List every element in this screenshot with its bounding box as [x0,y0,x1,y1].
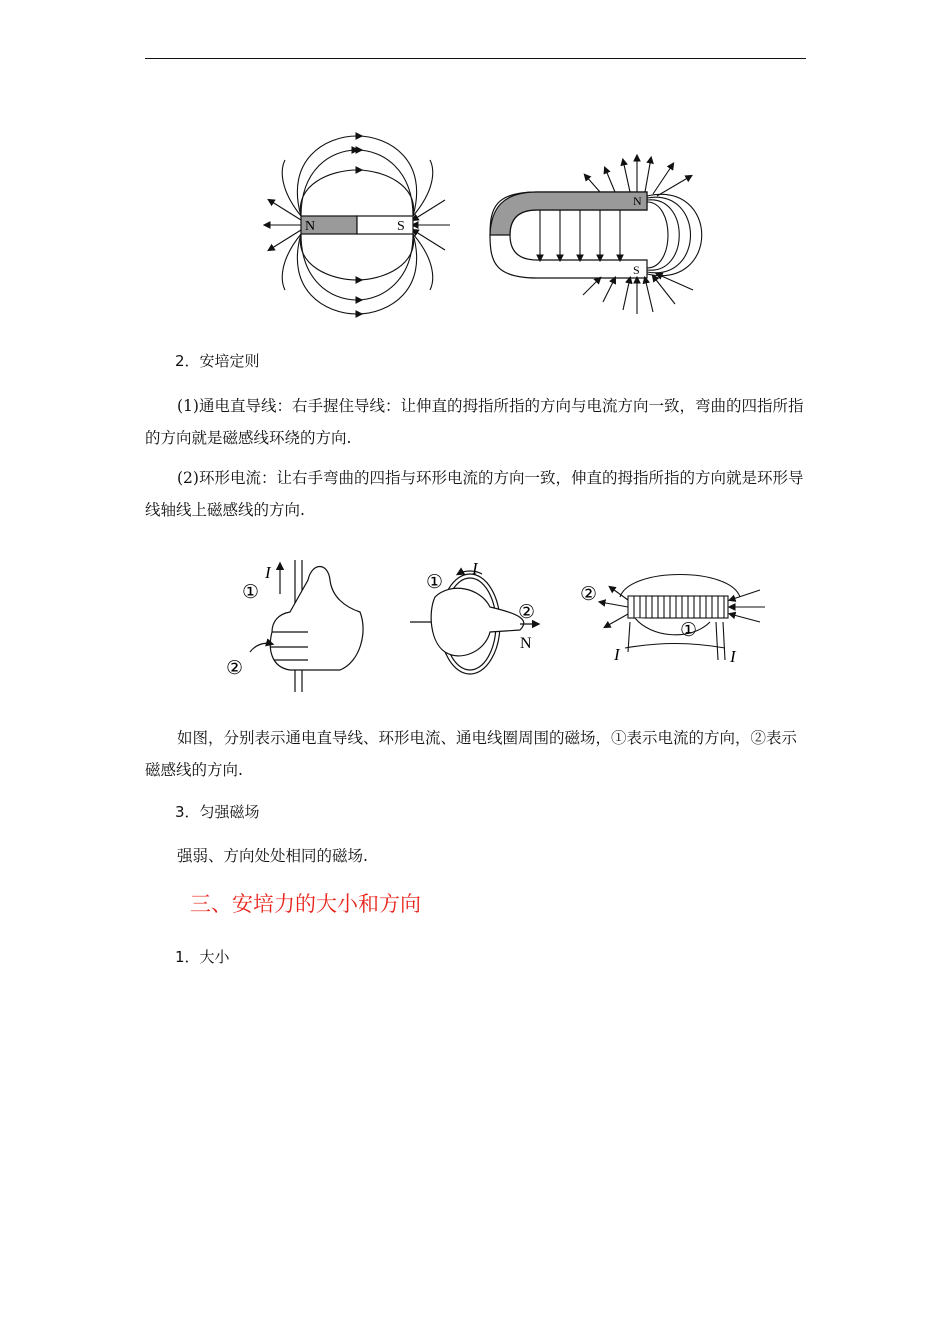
straight-wire-current-label: I [265,563,271,582]
ring-current-mark-1: ① [426,572,444,593]
horseshoe-north-label: N [633,194,642,208]
section-3-heading: 3．匀强磁场 [175,803,260,821]
straight-wire-mark-1: ① [242,582,260,603]
solenoid-mark-1: ① [680,620,698,641]
bar-magnet-north-label: N [305,219,316,234]
magnitude-heading: 1．大小 [175,948,230,966]
horseshoe-field-lines [540,156,702,314]
section-2-heading: 2．安培定则 [175,352,260,370]
horseshoe-magnet [490,192,647,278]
right-hand-rule-figure [220,552,780,697]
straight-wire-rule-paragraph: (1)通电直导线：右手握住导线：让伸直的拇指所指的方向与电流方向一致，弯曲的四指所指的方向就是磁感线环绕的方向. [145,397,804,447]
solenoid-hand [600,575,765,661]
ring-current-label: I [472,559,478,578]
straight-wire-mark-2: ② [226,658,244,679]
ring-current-north-label: N [520,635,532,652]
ring-current-mark-2: ② [518,602,536,623]
horseshoe-south-label: S [633,263,640,277]
bar-magnet-south-label: S [397,219,405,234]
header-rule [145,58,806,59]
magnet-field-figure [255,130,725,320]
solenoid-current-right-label: I [730,647,736,666]
bar-magnet [301,216,413,234]
solenoid-mark-2: ② [580,584,598,605]
ring-current-rule-paragraph: (2)环形电流：让右手弯曲的四指与环形电流的方向一致，伸直的拇指所指的方向就是环形导线轴线上磁感线的方向. [145,469,804,519]
figure-caption-paragraph: 如图，分别表示通电直导线、环形电流、通电线圈周围的磁场，①表示电流的方向，②表示磁感线的方向. [145,729,798,779]
uniform-field-definition: 强弱、方向处处相同的磁场. [177,847,368,865]
solenoid-current-left-label: I [614,645,620,664]
part-3-title: 三、安培力的大小和方向 [190,892,421,916]
